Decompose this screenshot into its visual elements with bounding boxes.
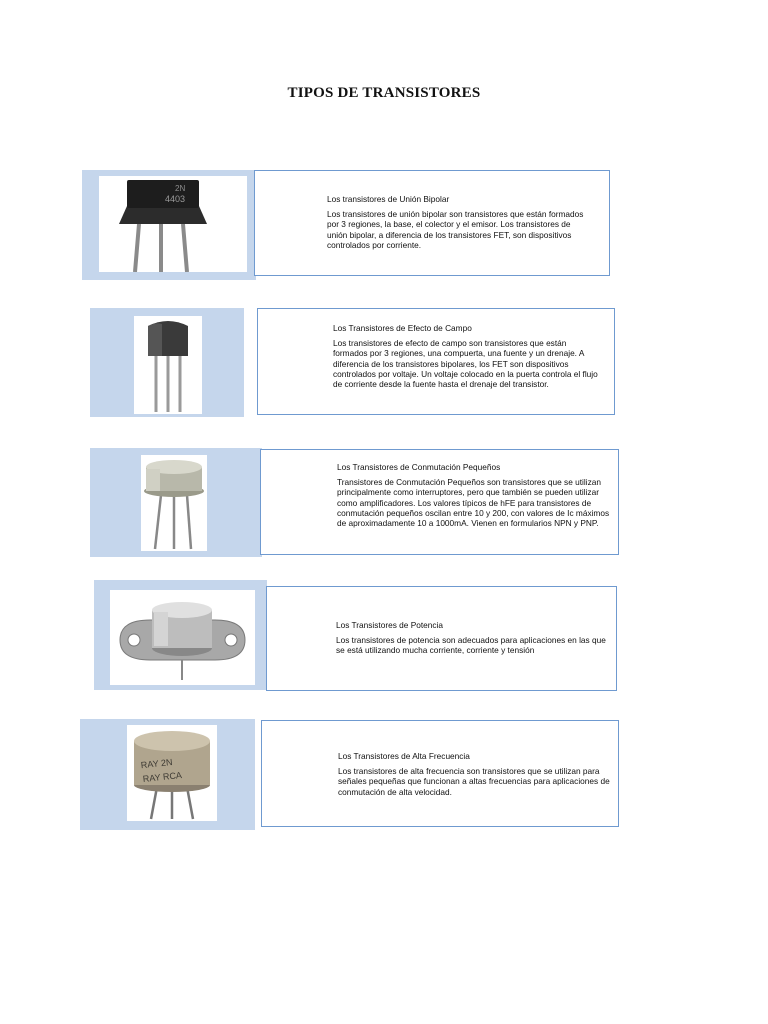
section-card-power — [266, 586, 617, 691]
section-body: Los transistores de potencia son adecuados para aplicaciones en las que se está utilizando mucha corriente, corriente y tensión — [336, 635, 606, 656]
section-heading: Los Transistores de Conmutación Pequeños — [337, 462, 501, 472]
section-heading: Los Transistores de Efecto de Campo — [333, 323, 472, 333]
section-card-switching — [260, 449, 619, 555]
section-card-bipolar — [254, 170, 610, 276]
svg-text:RAY 2N: RAY 2N — [140, 756, 173, 771]
power-transistor-photo — [110, 590, 255, 685]
high-frequency-transistor-photo — [127, 725, 217, 821]
section-body: Los transistores de efecto de campo son transistores que están formados por 3 regiones, una compuerta, una fuente y un drenaje. A diferencia de los transistores bipolares, los FET son dispositivos controlados por voltaje. Un voltaje colocado en la puerta controla el flujo de corriente desde la fuente hasta el drenaje del transistor. — [333, 338, 598, 390]
svg-text:4403: 4403 — [165, 194, 186, 204]
section-heading: Los Transistores de Potencia — [336, 620, 443, 630]
svg-text:2N: 2N — [175, 184, 186, 193]
fet-transistor-photo — [134, 316, 202, 414]
section-card-high-frequency — [261, 720, 619, 827]
section-body: Los transistores de unión bipolar son transistores que están formados por 3 regiones, la base, el colector y el emisor. Los transistores de unión bipolar, a diferencia de los transistores FET, son dispositivos controlados por corriente. — [327, 209, 584, 250]
section-heading: Los transistores de Unión Bipolar — [327, 194, 450, 204]
switching-transistor-photo — [141, 455, 207, 551]
page-title: TIPOS DE TRANSISTORES — [287, 85, 481, 101]
section-heading: Los Transistores de Alta Frecuencia — [338, 751, 470, 761]
svg-text:RAY RCA: RAY RCA — [142, 769, 183, 785]
section-body: Los transistores de alta frecuencia son transistores que se utilizan para señales pequeñas que funcionan a altas frecuencias para aplicaciones de conmutación de alta velocidad. — [338, 766, 610, 797]
section-body: Transistores de Conmutación Pequeños son transistores que se utilizan principalmente como interruptores, pero que también se pueden utilizar como amplificadores. Los valores típicos de hFE para transistores de conmutación pequeños oscilan entre 10 y 200, con valores de Ic máximos de aproximadamente 10 a 1000mA. Vienen en formularios NPN y PNP. — [337, 477, 610, 529]
section-card-fet — [257, 308, 615, 415]
bipolar-transistor-photo — [99, 176, 247, 272]
